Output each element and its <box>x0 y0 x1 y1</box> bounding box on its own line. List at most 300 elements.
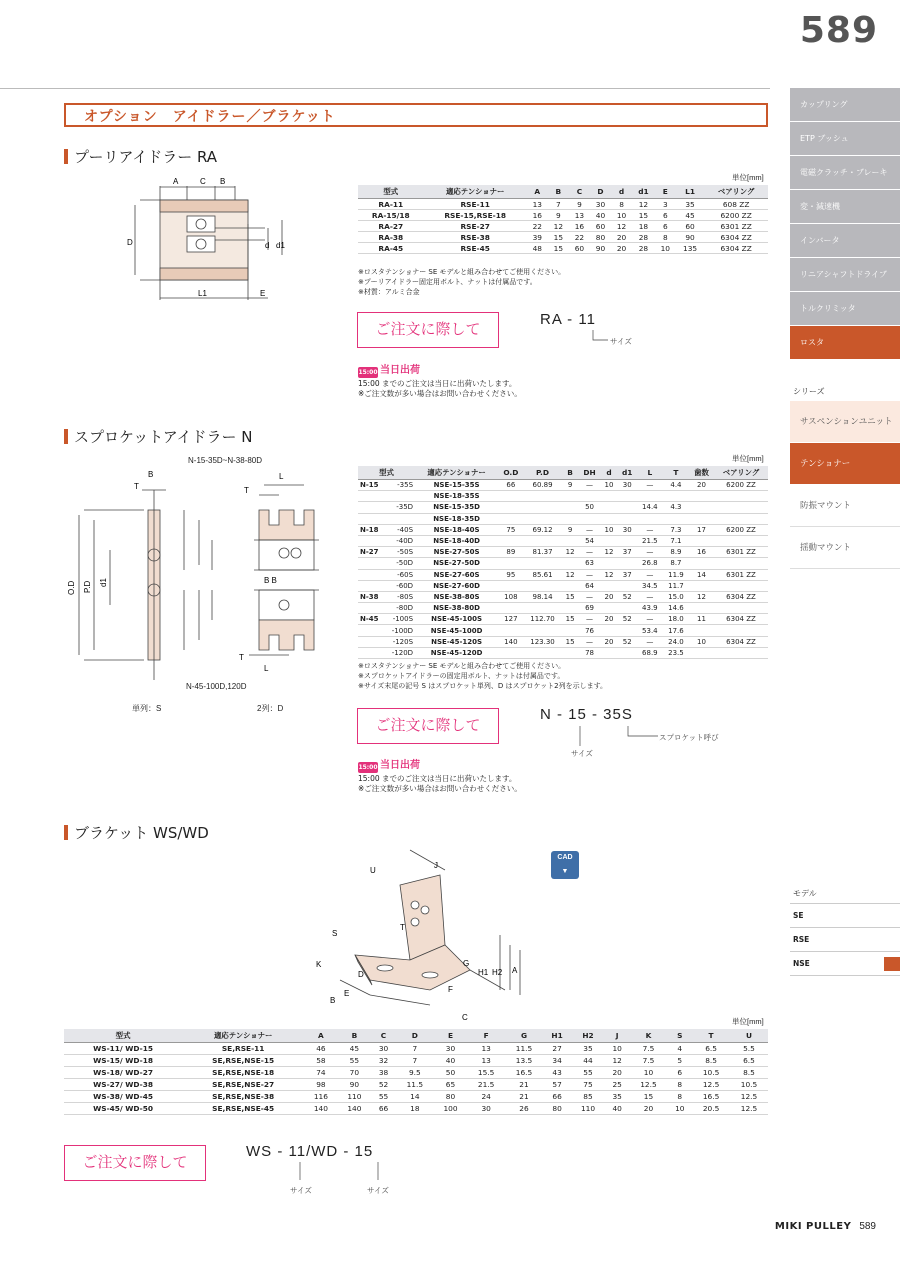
n-col-header: d <box>600 466 617 480</box>
table-cell: 37 <box>618 547 637 558</box>
table-cell: SE,RSE,NSE-18 <box>182 1067 304 1079</box>
table-cell: 100 <box>434 1103 467 1115</box>
table-cell: 18 <box>632 221 655 232</box>
table-cell: 74 <box>304 1067 337 1079</box>
table-cell: WS-15/ WD-18 <box>64 1055 182 1067</box>
table-cell: 20 <box>689 480 714 491</box>
table-cell: 54 <box>579 535 601 546</box>
table-cell: 20.5 <box>692 1103 730 1115</box>
table-cell <box>618 491 637 502</box>
table-cell: 38 <box>371 1067 396 1079</box>
table-cell: 10 <box>611 210 632 221</box>
table-cell: 69.12 <box>524 524 562 535</box>
table-cell: 21 <box>505 1079 543 1091</box>
series-item-tensioner[interactable]: テンショナー <box>790 443 900 485</box>
table-cell <box>689 625 714 636</box>
table-cell: 46 <box>304 1043 337 1055</box>
table-cell: 140 <box>338 1103 371 1115</box>
n-dim-t3: T <box>239 653 244 662</box>
ws-dim-f: F <box>448 985 453 994</box>
nav-item-coupling[interactable]: カップリング <box>790 88 900 122</box>
table-cell: 4 <box>667 1043 692 1055</box>
table-cell: 6301 ZZ <box>714 569 768 580</box>
table-cell <box>637 491 663 502</box>
ra-ship-title: 15:00 当日出荷 <box>358 365 420 376</box>
table-cell: 65 <box>434 1079 467 1091</box>
table-cell <box>561 625 578 636</box>
table-cell: 60.89 <box>524 480 562 491</box>
table-cell <box>358 491 415 502</box>
table-cell: 30 <box>467 1103 505 1115</box>
table-cell: RA-38 <box>358 232 424 243</box>
category-nav <box>790 88 900 360</box>
table-row <box>358 524 768 535</box>
n-col-header: O.D <box>498 466 523 480</box>
table-cell: RA-27 <box>358 221 424 232</box>
model-item-nse[interactable]: NSE <box>790 952 900 976</box>
nav-item-linear[interactable]: リニアシャフトドライブ <box>790 258 900 292</box>
table-cell: 75 <box>498 524 523 535</box>
table-cell: 5 <box>667 1055 692 1067</box>
table-cell: 12 <box>689 591 714 602</box>
series-item-oscillating[interactable]: 揺動マウント <box>790 527 900 569</box>
table-row <box>358 547 768 558</box>
table-cell: WS-11/ WD-15 <box>64 1043 182 1055</box>
table-cell: 6 <box>655 221 676 232</box>
table-cell: 20 <box>611 232 632 243</box>
n-dim-t2: T <box>244 486 249 495</box>
table-cell: 18 <box>396 1103 434 1115</box>
n-diagram <box>64 465 334 697</box>
n-dim-l: L <box>279 472 284 481</box>
ra-col-header: 適応テンショナー <box>424 185 527 199</box>
table-cell: -60S <box>358 569 415 580</box>
table-cell: 6 <box>667 1067 692 1079</box>
table-cell: 6304 ZZ <box>704 243 768 254</box>
ws-col-header: T <box>692 1029 730 1043</box>
table-cell: 90 <box>590 243 611 254</box>
table-cell: NSE-27-50S <box>415 547 498 558</box>
table-cell: 12 <box>605 1055 630 1067</box>
table-cell <box>600 513 617 524</box>
n-dim-l2: L <box>264 664 269 673</box>
ra-col-header: B <box>548 185 569 199</box>
section-title: オプション アイドラー／ブラケット <box>84 109 336 125</box>
table-cell <box>524 625 562 636</box>
table-cell: 140 <box>304 1103 337 1115</box>
table-cell <box>561 491 578 502</box>
nav-item-reducer[interactable]: 変・減速機 <box>790 190 900 224</box>
ws-code-size-label-2: サイズ <box>367 1186 389 1195</box>
table-row <box>358 569 768 580</box>
table-cell: 45 <box>338 1043 371 1055</box>
table-cell: 6304 ZZ <box>714 591 768 602</box>
table-cell: — <box>637 569 663 580</box>
table-cell: 4.4 <box>663 480 689 491</box>
n-double-label: 2列：D <box>257 704 284 713</box>
brand-logo: MIKI PULLEY <box>774 1221 852 1232</box>
ws-col-header: 適応テンショナー <box>182 1029 304 1043</box>
ws-unit: 単位[mm] <box>732 1017 764 1026</box>
table-cell <box>524 647 562 658</box>
table-cell <box>689 513 714 524</box>
ra-order-code: RA - 11 <box>540 311 596 328</box>
n-dim-pd: P.D <box>83 580 92 593</box>
ws-dim-h2: H2 <box>492 968 503 977</box>
table-cell: 14 <box>396 1091 434 1103</box>
table-cell: 8.9 <box>663 547 689 558</box>
ws-dim-h1: H1 <box>478 968 489 977</box>
ra-unit: 単位[mm] <box>732 173 764 182</box>
table-row <box>358 614 768 625</box>
table-cell: 608 ZZ <box>704 199 768 210</box>
table-cell: 112.70 <box>524 614 562 625</box>
table-cell: 13 <box>467 1055 505 1067</box>
n-dim-d1: d1 <box>99 578 108 587</box>
table-cell <box>689 647 714 658</box>
table-cell <box>524 535 562 546</box>
table-cell: 55 <box>371 1091 396 1103</box>
table-cell: 7.3 <box>663 524 689 535</box>
table-cell: 80 <box>434 1091 467 1103</box>
table-cell: NSE-15-35S <box>415 480 498 491</box>
ra-code-size-label: サイズ <box>610 337 632 346</box>
table-cell: — <box>579 614 601 625</box>
table-cell: RA-11 <box>358 199 424 210</box>
cad-download-icon[interactable]: CAD ▼ <box>551 851 579 879</box>
ws-col-header: G <box>505 1029 543 1043</box>
n-dim-t: T <box>134 482 139 491</box>
table-cell: NSE-27-50D <box>415 558 498 569</box>
table-cell: 14 <box>689 569 714 580</box>
table-row <box>64 1067 768 1079</box>
table-cell: 9 <box>569 199 590 210</box>
n-code-sprocket-label: スプロケット呼び <box>659 733 719 742</box>
table-row <box>358 199 768 210</box>
ws-code-size-label-1: サイズ <box>290 1186 312 1195</box>
ws-col-header: E <box>434 1029 467 1043</box>
table-cell: 64 <box>579 580 601 591</box>
n-col-header: P.D <box>524 466 562 480</box>
ws-dim-c: C <box>462 1013 468 1022</box>
table-cell: — <box>579 569 601 580</box>
table-cell: 9 <box>561 524 578 535</box>
nav-item-rosta[interactable]: ロスタ <box>790 326 900 360</box>
ra-dim-e: E <box>260 289 266 298</box>
table-row <box>358 243 768 254</box>
nav-item-inverter[interactable]: インバータ <box>790 224 900 258</box>
table-cell: SE,RSE-11 <box>182 1043 304 1055</box>
table-cell: 8.7 <box>663 558 689 569</box>
table-cell <box>714 491 768 502</box>
table-cell <box>498 491 523 502</box>
table-cell: 30 <box>371 1043 396 1055</box>
table-cell <box>618 502 637 513</box>
table-cell: 95 <box>498 569 523 580</box>
table-cell: 6 <box>655 210 676 221</box>
table-cell: 127 <box>498 614 523 625</box>
ws-col-header: A <box>304 1029 337 1043</box>
ra-dim-c: C <box>200 177 206 186</box>
table-cell: 8 <box>667 1079 692 1091</box>
table-row <box>358 491 768 502</box>
table-cell: WS-27/ WD-38 <box>64 1079 182 1091</box>
truck-icon: 15:00 <box>358 369 378 376</box>
table-cell <box>689 535 714 546</box>
table-cell: 140 <box>498 636 523 647</box>
table-cell: — <box>579 636 601 647</box>
table-cell: 7 <box>396 1055 434 1067</box>
table-row <box>358 502 768 513</box>
table-cell <box>600 647 617 658</box>
table-cell <box>498 580 523 591</box>
truck-icon: 15:00 <box>358 764 378 771</box>
table-cell: 10 <box>689 636 714 647</box>
table-cell: 78 <box>579 647 601 658</box>
table-cell: — <box>637 480 663 491</box>
table-cell: 11 <box>689 614 714 625</box>
table-cell <box>689 491 714 502</box>
table-cell: 80 <box>590 232 611 243</box>
nav-item-clutch[interactable]: 電磁クラッチ・ブレーキ <box>790 156 900 190</box>
table-cell: 80 <box>543 1103 571 1115</box>
table-row <box>358 647 768 658</box>
table-cell: 9 <box>548 210 569 221</box>
ra-dim-d1: d1 <box>276 241 285 250</box>
nav-item-etp[interactable]: ETP ブッシュ <box>790 122 900 156</box>
table-cell: 26 <box>505 1103 543 1115</box>
ws-order-button[interactable]: ご注文に際して <box>64 1145 206 1181</box>
table-row <box>64 1103 768 1115</box>
table-cell <box>600 603 617 614</box>
table-cell: 16 <box>689 547 714 558</box>
series-item-suspension[interactable]: サスペンションユニット <box>790 401 900 443</box>
n-heading: スプロケットアイドラー N <box>64 426 252 447</box>
table-cell: 12 <box>600 547 617 558</box>
ws-dim-k: K <box>316 960 322 969</box>
table-cell <box>637 513 663 524</box>
table-cell: NSE-27-60S <box>415 569 498 580</box>
table-cell <box>524 580 562 591</box>
table-cell: 7.5 <box>630 1055 668 1067</box>
ra-col-header: ベアリング <box>704 185 768 199</box>
table-cell: 35 <box>676 199 704 210</box>
table-cell: 15.0 <box>663 591 689 602</box>
table-cell: 22 <box>527 221 548 232</box>
ws-diagram <box>310 850 530 1022</box>
table-cell: 12.5 <box>730 1103 768 1115</box>
ws-code-leader <box>290 1162 390 1184</box>
n-col-header: 歯数 <box>689 466 714 480</box>
table-cell <box>663 513 689 524</box>
table-cell: 81.37 <box>524 547 562 558</box>
series-item-antivibration[interactable]: 防振マウント <box>790 485 900 527</box>
table-cell: NSE-38-80S <box>415 591 498 602</box>
table-row <box>64 1043 768 1055</box>
table-cell <box>600 625 617 636</box>
table-cell: 7.5 <box>630 1043 668 1055</box>
table-cell: 11.9 <box>663 569 689 580</box>
table-cell: 43.9 <box>637 603 663 614</box>
table-cell <box>561 647 578 658</box>
n-col-header: 型式 <box>358 466 415 480</box>
table-cell <box>561 580 578 591</box>
table-cell: — <box>637 547 663 558</box>
table-cell: 34 <box>543 1055 571 1067</box>
table-cell: 90 <box>676 232 704 243</box>
footer-page-number: 589 <box>859 1221 876 1232</box>
table-cell: 50 <box>434 1067 467 1079</box>
table-cell <box>498 647 523 658</box>
table-cell: 30 <box>618 480 637 491</box>
table-cell: NSE-45-120S <box>415 636 498 647</box>
table-cell: 30 <box>590 199 611 210</box>
table-cell: RSE-11 <box>424 199 527 210</box>
table-cell: 85 <box>571 1091 604 1103</box>
nav-item-torque-limiter[interactable]: トルクリミッタ <box>790 292 900 326</box>
ra-order-button[interactable]: ご注文に際して <box>357 312 499 348</box>
ra-notes: ※ロスタテンショナー SE モデルと組み合わせてご使用ください。 ※プーリアイドラー固定用ボルト、ナットは付属品です。 ※材質：アルミ合金 <box>358 268 566 296</box>
table-cell: 12.5 <box>630 1079 668 1091</box>
table-cell: 12 <box>548 221 569 232</box>
table-cell: -40D <box>358 535 415 546</box>
table-cell: 12 <box>561 569 578 580</box>
ws-col-header: H2 <box>571 1029 604 1043</box>
table-cell <box>561 513 578 524</box>
table-cell: 55 <box>571 1067 604 1079</box>
table-cell: 9 <box>561 480 578 491</box>
table-cell <box>714 647 768 658</box>
table-cell: 15 <box>561 591 578 602</box>
table-cell: 75 <box>571 1079 604 1091</box>
ra-col-header: 型式 <box>358 185 424 199</box>
ws-dim-a: A <box>512 966 518 975</box>
ws-dim-t: T <box>400 923 405 932</box>
ra-col-header: C <box>569 185 590 199</box>
ws-dim-d: D <box>358 970 364 979</box>
table-cell: 16 <box>569 221 590 232</box>
table-cell: N-18 -40S <box>360 525 414 534</box>
table-cell: 45 <box>676 210 704 221</box>
table-cell: 17 <box>689 524 714 535</box>
table-cell <box>498 535 523 546</box>
table-row <box>358 625 768 636</box>
table-cell: 28 <box>632 243 655 254</box>
table-cell <box>524 502 562 513</box>
table-cell <box>689 580 714 591</box>
table-cell: 69 <box>579 603 601 614</box>
n-col-header: B <box>561 466 578 480</box>
table-cell <box>689 558 714 569</box>
n-order-button[interactable]: ご注文に際して <box>357 708 499 744</box>
table-cell: 8 <box>655 232 676 243</box>
n-ship-title: 15:00 当日出荷 <box>358 760 420 771</box>
table-cell: NSE-18-35S <box>415 491 498 502</box>
table-cell: 20 <box>600 591 617 602</box>
n-col-header: d1 <box>618 466 637 480</box>
table-cell: 30 <box>618 524 637 535</box>
table-cell: 13 <box>569 210 590 221</box>
table-cell <box>714 580 768 591</box>
table-cell: N-27 -50S <box>360 548 414 557</box>
table-cell: 35 <box>571 1043 604 1055</box>
table-cell <box>600 580 617 591</box>
table-cell: 52 <box>618 591 637 602</box>
table-row <box>358 558 768 569</box>
table-cell: 12.5 <box>692 1079 730 1091</box>
table-cell: 10 <box>655 243 676 254</box>
table-cell: 68.9 <box>637 647 663 658</box>
table-cell: 110 <box>571 1103 604 1115</box>
table-cell: 6.5 <box>692 1043 730 1055</box>
table-cell: WS-45/ WD-50 <box>64 1103 182 1115</box>
table-cell: 15 <box>561 614 578 625</box>
table-cell: NSE-18-35D <box>415 513 498 524</box>
table-cell: 15 <box>632 210 655 221</box>
table-cell: 35 <box>605 1091 630 1103</box>
table-cell: RA-15/18 <box>358 210 424 221</box>
table-cell: 21.5 <box>467 1079 505 1091</box>
table-cell: SE,RSE,NSE-45 <box>182 1103 304 1115</box>
ws-col-header: C <box>371 1029 396 1043</box>
table-cell: 66 <box>371 1103 396 1115</box>
table-cell: 34.5 <box>637 580 663 591</box>
page-number-top: 589 <box>799 10 878 51</box>
ws-col-header: 型式 <box>64 1029 182 1043</box>
table-cell: 7.1 <box>663 535 689 546</box>
ra-col-header: d1 <box>632 185 655 199</box>
table-cell: 90 <box>338 1079 371 1091</box>
model-item-se[interactable]: SE <box>790 904 900 928</box>
table-cell: 76 <box>579 625 601 636</box>
ws-col-header: F <box>467 1029 505 1043</box>
table-cell: WS-38/ WD-45 <box>64 1091 182 1103</box>
table-cell: 12 <box>632 199 655 210</box>
table-cell: 60 <box>676 221 704 232</box>
n-spec-table <box>358 466 768 659</box>
table-cell: 108 <box>498 591 523 602</box>
model-item-rse[interactable]: RSE <box>790 928 900 952</box>
ws-dim-e: E <box>344 989 350 998</box>
ra-col-header: d <box>611 185 632 199</box>
table-cell: 66 <box>498 480 523 491</box>
n-col-header: 適応テンショナー <box>415 466 498 480</box>
table-cell: NSE-38-80D <box>415 603 498 614</box>
table-cell: 40 <box>590 210 611 221</box>
ws-order-code: WS - 11/WD - 15 <box>246 1143 374 1160</box>
n-diagram-title: N-15-35D~N-38-80D <box>188 456 263 465</box>
table-cell <box>524 491 562 502</box>
table-cell: 18.0 <box>663 614 689 625</box>
table-cell: — <box>579 591 601 602</box>
n-dim-bb: B B <box>264 576 277 585</box>
table-cell: 7 <box>396 1043 434 1055</box>
table-cell: 3 <box>655 199 676 210</box>
table-cell: 12 <box>600 569 617 580</box>
table-cell: 6304 ZZ <box>704 232 768 243</box>
table-cell: 21 <box>505 1091 543 1103</box>
table-cell: 7 <box>548 199 569 210</box>
n-code-size-label: サイズ <box>571 749 593 758</box>
table-cell <box>498 625 523 636</box>
section-title-bar <box>64 103 768 127</box>
table-cell <box>358 513 415 524</box>
table-row <box>64 1079 768 1091</box>
table-cell: 8.5 <box>730 1067 768 1079</box>
table-cell <box>579 491 601 502</box>
table-cell <box>689 502 714 513</box>
table-cell: 6301 ZZ <box>714 547 768 558</box>
